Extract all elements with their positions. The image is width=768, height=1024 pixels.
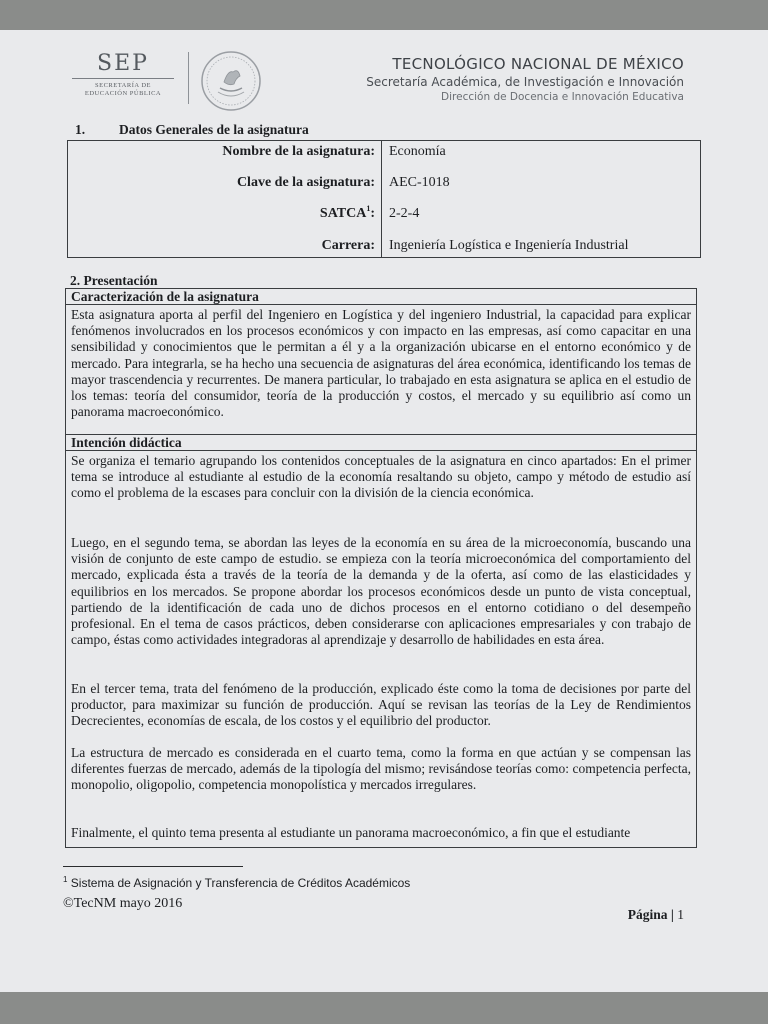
- page-label: Página |: [627, 907, 674, 922]
- didactic-paragraph-1: Se organiza el temario agrupando los contenidos conceptuales de la asignatura en cinco apartados: En el primer tema se introduce al estudiante al estudio de la economía resaltando su objeto, campo y método de estudio así como el problema de la escases para concluir con la división de la ciencia económica.: [71, 453, 691, 501]
- footnote-separator: [63, 866, 243, 867]
- table-row-career: [68, 235, 700, 257]
- presentation-box: [65, 288, 697, 848]
- didactic-paragraph-4: La estructura de mercado es considerada en el cuarto tema, como la forma en que actúan y se compensan las diferentes fuerzas de mercado, además de la tipología del mismo; revisándose teorías como: competencia perfecta, monopolio, oligopolio, competencia monopolística y mercados irregulares.: [71, 745, 691, 793]
- footnote-text: Sistema de Asignación y Transferencia de Créditos Académicos: [70, 876, 411, 890]
- characterization-text: Esta asignatura aporta al perfil del Ingeniero en Logística y del ingeniero Industrial, la capacidad para explicar fenómenos involucrados en los procesos económicos y con impacto en las empresas, así como capacitar en una sensibilidad y conocimientos que le permitan a él y a la organización ubicarse en el entorno económico y de mercado. Para integrarla, se ha hecho una secuencia de asignaturas del área económica, identificando los temas de mayor trascendencia y recurrentes. De manera particular, lo trabajado en esta asignatura se aplica en el estudio de los temas: teoría del consumidor, teoría de la producción y costos, el mercado y su equilibrio así como un panorama macroeconómico.: [71, 307, 691, 420]
- direction-name: Dirección de Docencia e Innovación Educativa: [441, 91, 684, 103]
- page-number-value: 1: [677, 907, 684, 922]
- copyright: ©TecNM mayo 2016: [63, 896, 183, 911]
- career-value: Ingeniería Logística e Ingeniería Industrial: [389, 238, 629, 253]
- subject-name-value: Economía: [389, 144, 446, 159]
- satca-value: 2-2-4: [389, 206, 420, 221]
- subject-code-label: Clave de la asignatura:: [236, 175, 375, 190]
- career-label: Carrera:: [321, 238, 375, 253]
- section-1-title: Datos Generales de la asignatura: [119, 122, 309, 137]
- table-row-satca: [68, 203, 700, 225]
- satca-label-text: SATCA: [319, 206, 367, 221]
- satca-footnote-mark: 1: [366, 204, 371, 213]
- table-row-subject-code: [68, 172, 700, 194]
- didactic-intention-title: Intención didáctica: [66, 435, 696, 451]
- footnote-mark: 1: [63, 875, 68, 884]
- sep-logo-text: SEP: [97, 51, 149, 76]
- satca-label: [320, 203, 375, 225]
- institution-name: TECNOLÓGICO NACIONAL DE MÉXICO: [392, 55, 684, 73]
- didactic-paragraph-5: Finalmente, el quinto tema presenta al estudiante un panorama macroeconómico, a fin que el estudiante: [71, 825, 631, 840]
- subject-code-value: AEC-1018: [389, 175, 450, 190]
- satca-label-suffix: :: [370, 206, 375, 221]
- characterization-title: Caracterización de la asignatura: [66, 289, 696, 305]
- general-data-table: [67, 140, 701, 258]
- national-seal-icon: [200, 50, 262, 117]
- didactic-paragraph-3: En el tercer tema, trata del fenómeno de la producción, explicado éste como la toma de decisiones por parte del productor, para maximizar su función de producción. Aquí se revisan las teorías de la Ley de Rendimientos Decrecientes, economías de escala, de los costos y el equilibrio del productor.: [71, 681, 691, 729]
- sep-logo: [68, 52, 178, 98]
- sep-subtitle-2: EDUCACIÓN PÚBLICA: [84, 90, 162, 97]
- section-2-heading: 2. Presentación: [70, 273, 158, 288]
- secretariat-name: Secretaría Académica, de Investigación e Innovación: [366, 75, 684, 89]
- logo-divider: [188, 52, 189, 104]
- section-1-number: 1.: [75, 122, 86, 137]
- page-number: [628, 907, 684, 923]
- document-page: [0, 30, 768, 992]
- institution-header: [366, 54, 684, 104]
- table-row-subject-name: [68, 141, 700, 163]
- subject-name-label: Nombre de la asignatura:: [222, 144, 375, 159]
- sep-subtitle-1: SECRETARÍA DE: [95, 82, 151, 89]
- footnote: [63, 875, 410, 890]
- didactic-paragraph-2: Luego, en el segundo tema, se abordan las leyes de la economía en su área de la microeconomía, buscando una visión de conjunto de este campo de estudio. se empieza con la teoría microeconómica del comportamiento del mercado, explicada ésta a través de la teoría de la demanda y de la oferta, así como de las elasticidades y equilibrios en los mercados. Se propone abordar los procesos económicos desde un punto de vista conceptual, partiendo de la identificación de cada uno de dichos procesos en el entorno cotidiano o del desempeño profesional. En el tema de casos prácticos, deben considerarse con aplicaciones empresariales y con trabajo de campo, éstas como actividades integradoras al aprendizaje y desarrollo de habilidades en esta área.: [71, 535, 691, 648]
- section-1-heading: [75, 122, 309, 138]
